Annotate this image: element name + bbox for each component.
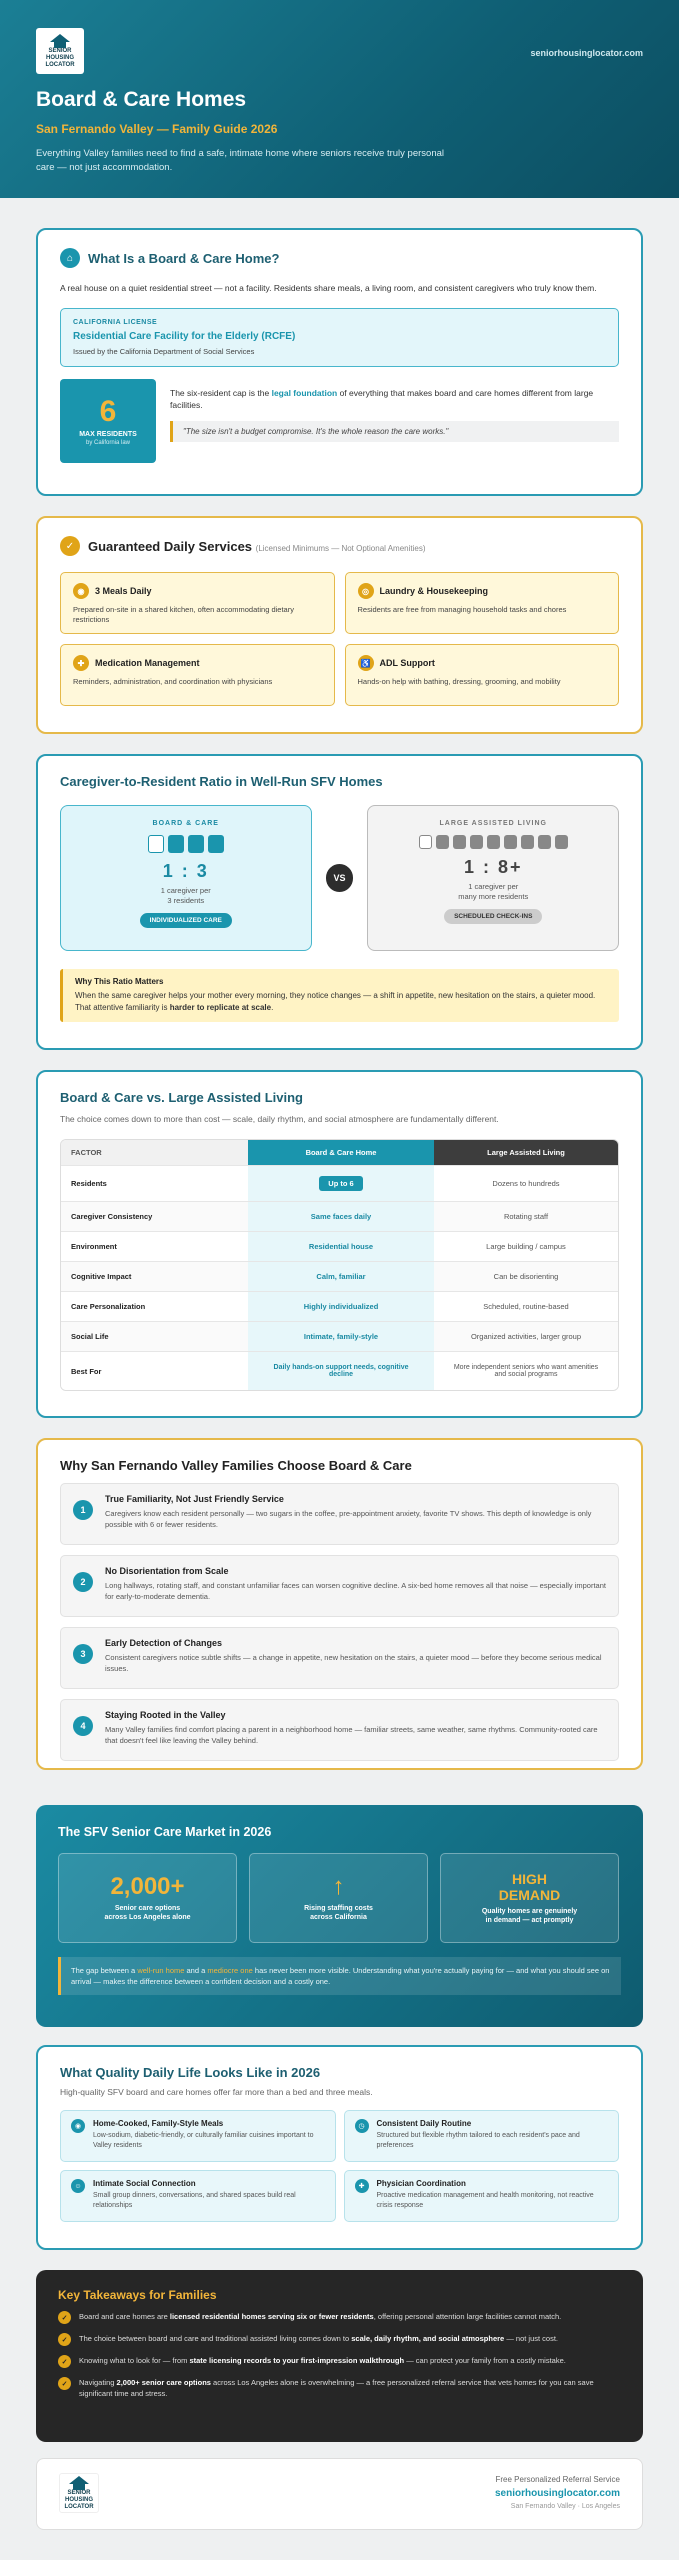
assisted-living-ratio-card: LARGE ASSISTED LIVING 1 : 8+ 1 caregiver per many more residents SCHEDULED CHECK-INS bbox=[367, 805, 619, 951]
table-row: Social Life Intimate, family-style Organized activities, larger group bbox=[61, 1322, 618, 1352]
what-is-section bbox=[36, 228, 643, 496]
daily-card: ◉ Home-Cooked, Family-Style Meals Low-sodium, diabetic-friendly, or culturally familiar cuisines important to Valley residents bbox=[60, 2110, 336, 2162]
resident-icon bbox=[538, 835, 551, 849]
check-icon: ✓ bbox=[58, 2377, 71, 2390]
house-icon bbox=[49, 34, 71, 48]
resident-icon bbox=[436, 835, 449, 849]
comparison-section bbox=[36, 1070, 643, 1418]
section-lead: High-quality SFV board and care homes offer far more than a bed and three meals. bbox=[60, 2087, 373, 2097]
assist-icon: ♿ bbox=[358, 655, 374, 671]
list-item: ✓ Navigating 2,000+ senior care options across Los Angeles alone is overwhelming — a free personalized referral service that vets homes for you can save significant time and stress. bbox=[58, 2377, 621, 2399]
service-card: ◉ 3 Meals Daily Prepared on-site in a shared kitchen, often accommodating dietary restrictions bbox=[60, 572, 335, 634]
list-item: 4 Staying Rooted in the Valley Many Valley families find comfort placing a parent in a neighborhood home — familiar streets, same weather, same rhythms. Community-rooted care that doesn't feel like leaving the Valley behind. bbox=[60, 1699, 619, 1761]
house-icon bbox=[68, 2476, 90, 2490]
people-icon: ☺ bbox=[71, 2179, 85, 2193]
resident-icon bbox=[208, 835, 224, 853]
ratio-section bbox=[36, 754, 643, 1050]
table-row: Best For Daily hands-on support needs, cognitive decline More independent seniors who want amenities and social programs bbox=[61, 1352, 618, 1390]
check-icon: ✓ bbox=[58, 2311, 71, 2324]
ratio-number: 1 : 8+ bbox=[463, 857, 523, 877]
legal-foundation-link[interactable]: legal foundation bbox=[271, 388, 338, 398]
daily-card: ☺ Intimate Social Connection Small group dinners, conversations, and shared spaces build real relationships bbox=[60, 2170, 336, 2222]
market-note: The gap between a well-run home and a mediocre one has never been more visible. Understanding what you're actually paying for — and what you should see on arrival — makes the difference between a confident decision and a costly one. bbox=[58, 1957, 621, 1995]
list-item: ✓ Knowing what to look for — from state licensing records to your first-impression walkthrough — can protect your family from a costly mistake. bbox=[58, 2355, 621, 2368]
resident-icon bbox=[555, 835, 568, 849]
ratio-pill: INDIVIDUALIZED CARE bbox=[140, 913, 232, 928]
license-issuer: Issued by the California Department of Social Services bbox=[73, 347, 255, 356]
page-title: Board & Care Homes bbox=[36, 88, 247, 111]
service-desc: Reminders, administration, and coordination with physicians bbox=[73, 677, 273, 686]
service-card: ◎ Laundry & Housekeeping Residents are free from managing household tasks and chores bbox=[345, 572, 620, 634]
services-section bbox=[36, 516, 643, 734]
list-item: ✓ Board and care homes are licensed residential homes serving six or fewer residents, offering personal attention large facilities cannot match. bbox=[58, 2311, 621, 2324]
laundry-icon: ◎ bbox=[358, 583, 374, 599]
service-card: ✚ Medication Management Reminders, administration, and coordination with physicians bbox=[60, 644, 335, 706]
table-row: Care Personalization Highly individualized Scheduled, routine-based bbox=[61, 1292, 618, 1322]
section-title: Why San Fernando Valley Families Choose Board & Care bbox=[60, 1458, 412, 1473]
license-box bbox=[60, 308, 619, 367]
max-residents-label: MAX RESIDENTS bbox=[79, 431, 137, 438]
resident-icon bbox=[188, 835, 204, 853]
check-icon: ✓ bbox=[58, 2333, 71, 2346]
section-title: Board & Care vs. Large Assisted Living bbox=[60, 1090, 303, 1105]
section-lead: A real house on a quiet residential street — not a facility. Residents share meals, a living room, and consistent caregivers who truly know them. bbox=[60, 283, 597, 293]
table-row: Cognitive Impact Calm, familiar Can be disorienting bbox=[61, 1262, 618, 1292]
section-title: The SFV Senior Care Market in 2026 bbox=[58, 1825, 272, 1839]
ratio-number: 1 : 3 bbox=[162, 861, 209, 881]
resident-icon bbox=[453, 835, 466, 849]
list-item: 1 True Familiarity, Not Just Friendly Service Caregivers know each resident personally — two sugars in the coffee, pre-appointment anxiety, favorite TV shows. This depth of knowledge is only possible with 6 or fewer residents. bbox=[60, 1483, 619, 1545]
vs-badge: VS bbox=[326, 864, 354, 892]
resident-icon bbox=[521, 835, 534, 849]
resident-icon bbox=[470, 835, 483, 849]
page-subtitle: San Fernando Valley — Family Guide 2026 bbox=[36, 122, 278, 136]
footer-logo[interactable]: SENIOR HOUSING LOCATOR bbox=[59, 2473, 99, 2513]
resident-icon bbox=[168, 835, 184, 853]
table-row: Environment Residential house Large building / campus bbox=[61, 1232, 618, 1262]
column-header: FACTOR bbox=[61, 1140, 248, 1165]
why-families-section bbox=[36, 1438, 643, 1770]
why-text: When the same caregiver helps your mother every morning, they notice changes — a shift in appetite, new hesitation on the stairs, a quieter mood. That attentive familiarity is harder to replicate at scale. bbox=[75, 991, 596, 1012]
stat-tile: ↑ Rising staffing costs across California bbox=[249, 1853, 428, 1943]
section-title: Caregiver-to-Resident Ratio in Well-Run SFV Homes bbox=[60, 774, 383, 789]
daily-card: ✚ Physician Coordination Proactive medication management and health monitoring, not reactive crisis response bbox=[344, 2170, 620, 2222]
check-icon: ✓ bbox=[58, 2355, 71, 2368]
ratio-label: LARGE ASSISTED LIVING bbox=[439, 820, 547, 827]
list-item: 2 No Disorientation from Scale Long hallways, rotating staff, and constant unfamiliar faces can worsen cognitive decline. A six-bed home removes all that noise — especially important for early-to-moderate dementia. bbox=[60, 1555, 619, 1617]
board-care-ratio-card: BOARD & CARE 1 : 3 1 caregiver per 3 residents INDIVIDUALIZED CARE bbox=[60, 805, 312, 951]
clock-icon: ◷ bbox=[355, 2119, 369, 2133]
people-icons bbox=[419, 835, 568, 849]
hero-banner bbox=[0, 0, 679, 198]
caregiver-icon bbox=[419, 835, 432, 849]
table-row: Caregiver Consistency Same faces daily Rotating staff bbox=[61, 1202, 618, 1232]
daily-card: ◷ Consistent Daily Routine Structured but flexible rhythm tailored to each resident's pace and preferences bbox=[344, 2110, 620, 2162]
ratio-label: BOARD & CARE bbox=[152, 820, 219, 827]
meal-icon: ◉ bbox=[71, 2119, 85, 2133]
checkbox-icon: ✓ bbox=[60, 536, 80, 556]
resident-icon bbox=[487, 835, 500, 849]
service-desc: Prepared on-site in a shared kitchen, often accommodating dietary restrictions bbox=[73, 605, 294, 624]
footer-tagline: Free Personalized Referral Service bbox=[495, 2475, 620, 2484]
table-row: Residents Up to 6 Dozens to hundreds bbox=[61, 1166, 618, 1202]
section-title: What Quality Daily Life Looks Like in 2026 bbox=[60, 2065, 321, 2080]
takeaways-section bbox=[36, 2270, 643, 2442]
stat-tile: HIGH DEMAND Quality homes are genuinely in demand — act promptly bbox=[440, 1853, 619, 1943]
resident-icon bbox=[504, 835, 517, 849]
service-card: ♿ ADL Support Hands-on help with bathing, dressing, grooming, and mobility bbox=[345, 644, 620, 706]
max-residents-number: 6 bbox=[99, 395, 117, 428]
home-icon: ⌂ bbox=[60, 248, 80, 268]
list-item: 3 Early Detection of Changes Consistent caregivers notice subtle shifts — a change in appetite, new hesitation on the stairs, a quieter mood — before they become serious medical issues. bbox=[60, 1627, 619, 1689]
footer-url-link[interactable]: seniorhousinglocator.com bbox=[494, 2488, 620, 2499]
license-title: Residential Care Facility for the Elderly (RCFE) bbox=[73, 331, 296, 342]
arrow-up-icon: ↑ bbox=[332, 1873, 345, 1900]
hero-description: Everything Valley families need to find a safe, intimate home where seniors receive truly personal care — not just accommodation. bbox=[36, 148, 444, 173]
max-residents-badge bbox=[60, 379, 156, 463]
pull-quote: "The size isn't a budget compromise. It's the whole reason the care works." bbox=[170, 421, 619, 442]
max-residents-note: by California law bbox=[85, 440, 131, 446]
logo-line-1: SENIOR bbox=[48, 47, 72, 54]
market-section bbox=[36, 1805, 643, 2027]
daily-life-section bbox=[36, 2045, 643, 2250]
logo-line-2: HOUSING bbox=[45, 54, 74, 61]
section-title: Key Takeaways for Families bbox=[58, 2288, 217, 2302]
people-icons bbox=[148, 835, 224, 853]
site-logo[interactable] bbox=[36, 28, 84, 74]
caregiver-icon bbox=[148, 835, 164, 853]
column-header: Large Assisted Living bbox=[434, 1140, 618, 1165]
medication-icon: ✚ bbox=[73, 655, 89, 671]
list-item: ✓ The choice between board and care and traditional assisted living comes down to scale, daily rhythm, and social atmosphere — not just cost. bbox=[58, 2333, 621, 2346]
section-title: Guaranteed Daily Services (Licensed Minimums — Not Optional Amenities) bbox=[88, 538, 426, 554]
max-residents-text: The six-resident cap is the legal foundation of everything that makes board and care homes different from large facilities. bbox=[170, 388, 594, 410]
service-desc: Hands-on help with bathing, dressing, grooming, and mobility bbox=[357, 677, 561, 686]
column-header: Board & Care Home bbox=[248, 1140, 434, 1165]
service-desc: Residents are free from managing household tasks and chores bbox=[357, 605, 567, 614]
license-label: CALIFORNIA LICENSE bbox=[73, 319, 158, 326]
ratio-pill: SCHEDULED CHECK-INS bbox=[444, 909, 542, 924]
why-heading: Why This Ratio Matters bbox=[75, 977, 164, 986]
stat-tile: 2,000+ Senior care options across Los Angeles alone bbox=[58, 1853, 237, 1943]
footer bbox=[36, 2458, 643, 2530]
site-url-link[interactable]: seniorhousinglocator.com bbox=[530, 48, 643, 58]
up-to-badge: Up to 6 bbox=[319, 1176, 362, 1191]
footer-location: San Fernando Valley · Los Angeles bbox=[510, 2503, 620, 2510]
table-header bbox=[61, 1140, 618, 1166]
stethoscope-icon: ✚ bbox=[355, 2179, 369, 2193]
section-title: What Is a Board & Care Home? bbox=[88, 250, 280, 266]
section-lead: The choice comes down to more than cost — scale, daily rhythm, and social atmosphere are fundamentally different. bbox=[60, 1114, 499, 1124]
why-ratio-box bbox=[60, 969, 619, 1022]
comparison-table bbox=[60, 1139, 619, 1391]
logo-line-3: LOCATOR bbox=[45, 61, 75, 68]
meal-icon: ◉ bbox=[73, 583, 89, 599]
